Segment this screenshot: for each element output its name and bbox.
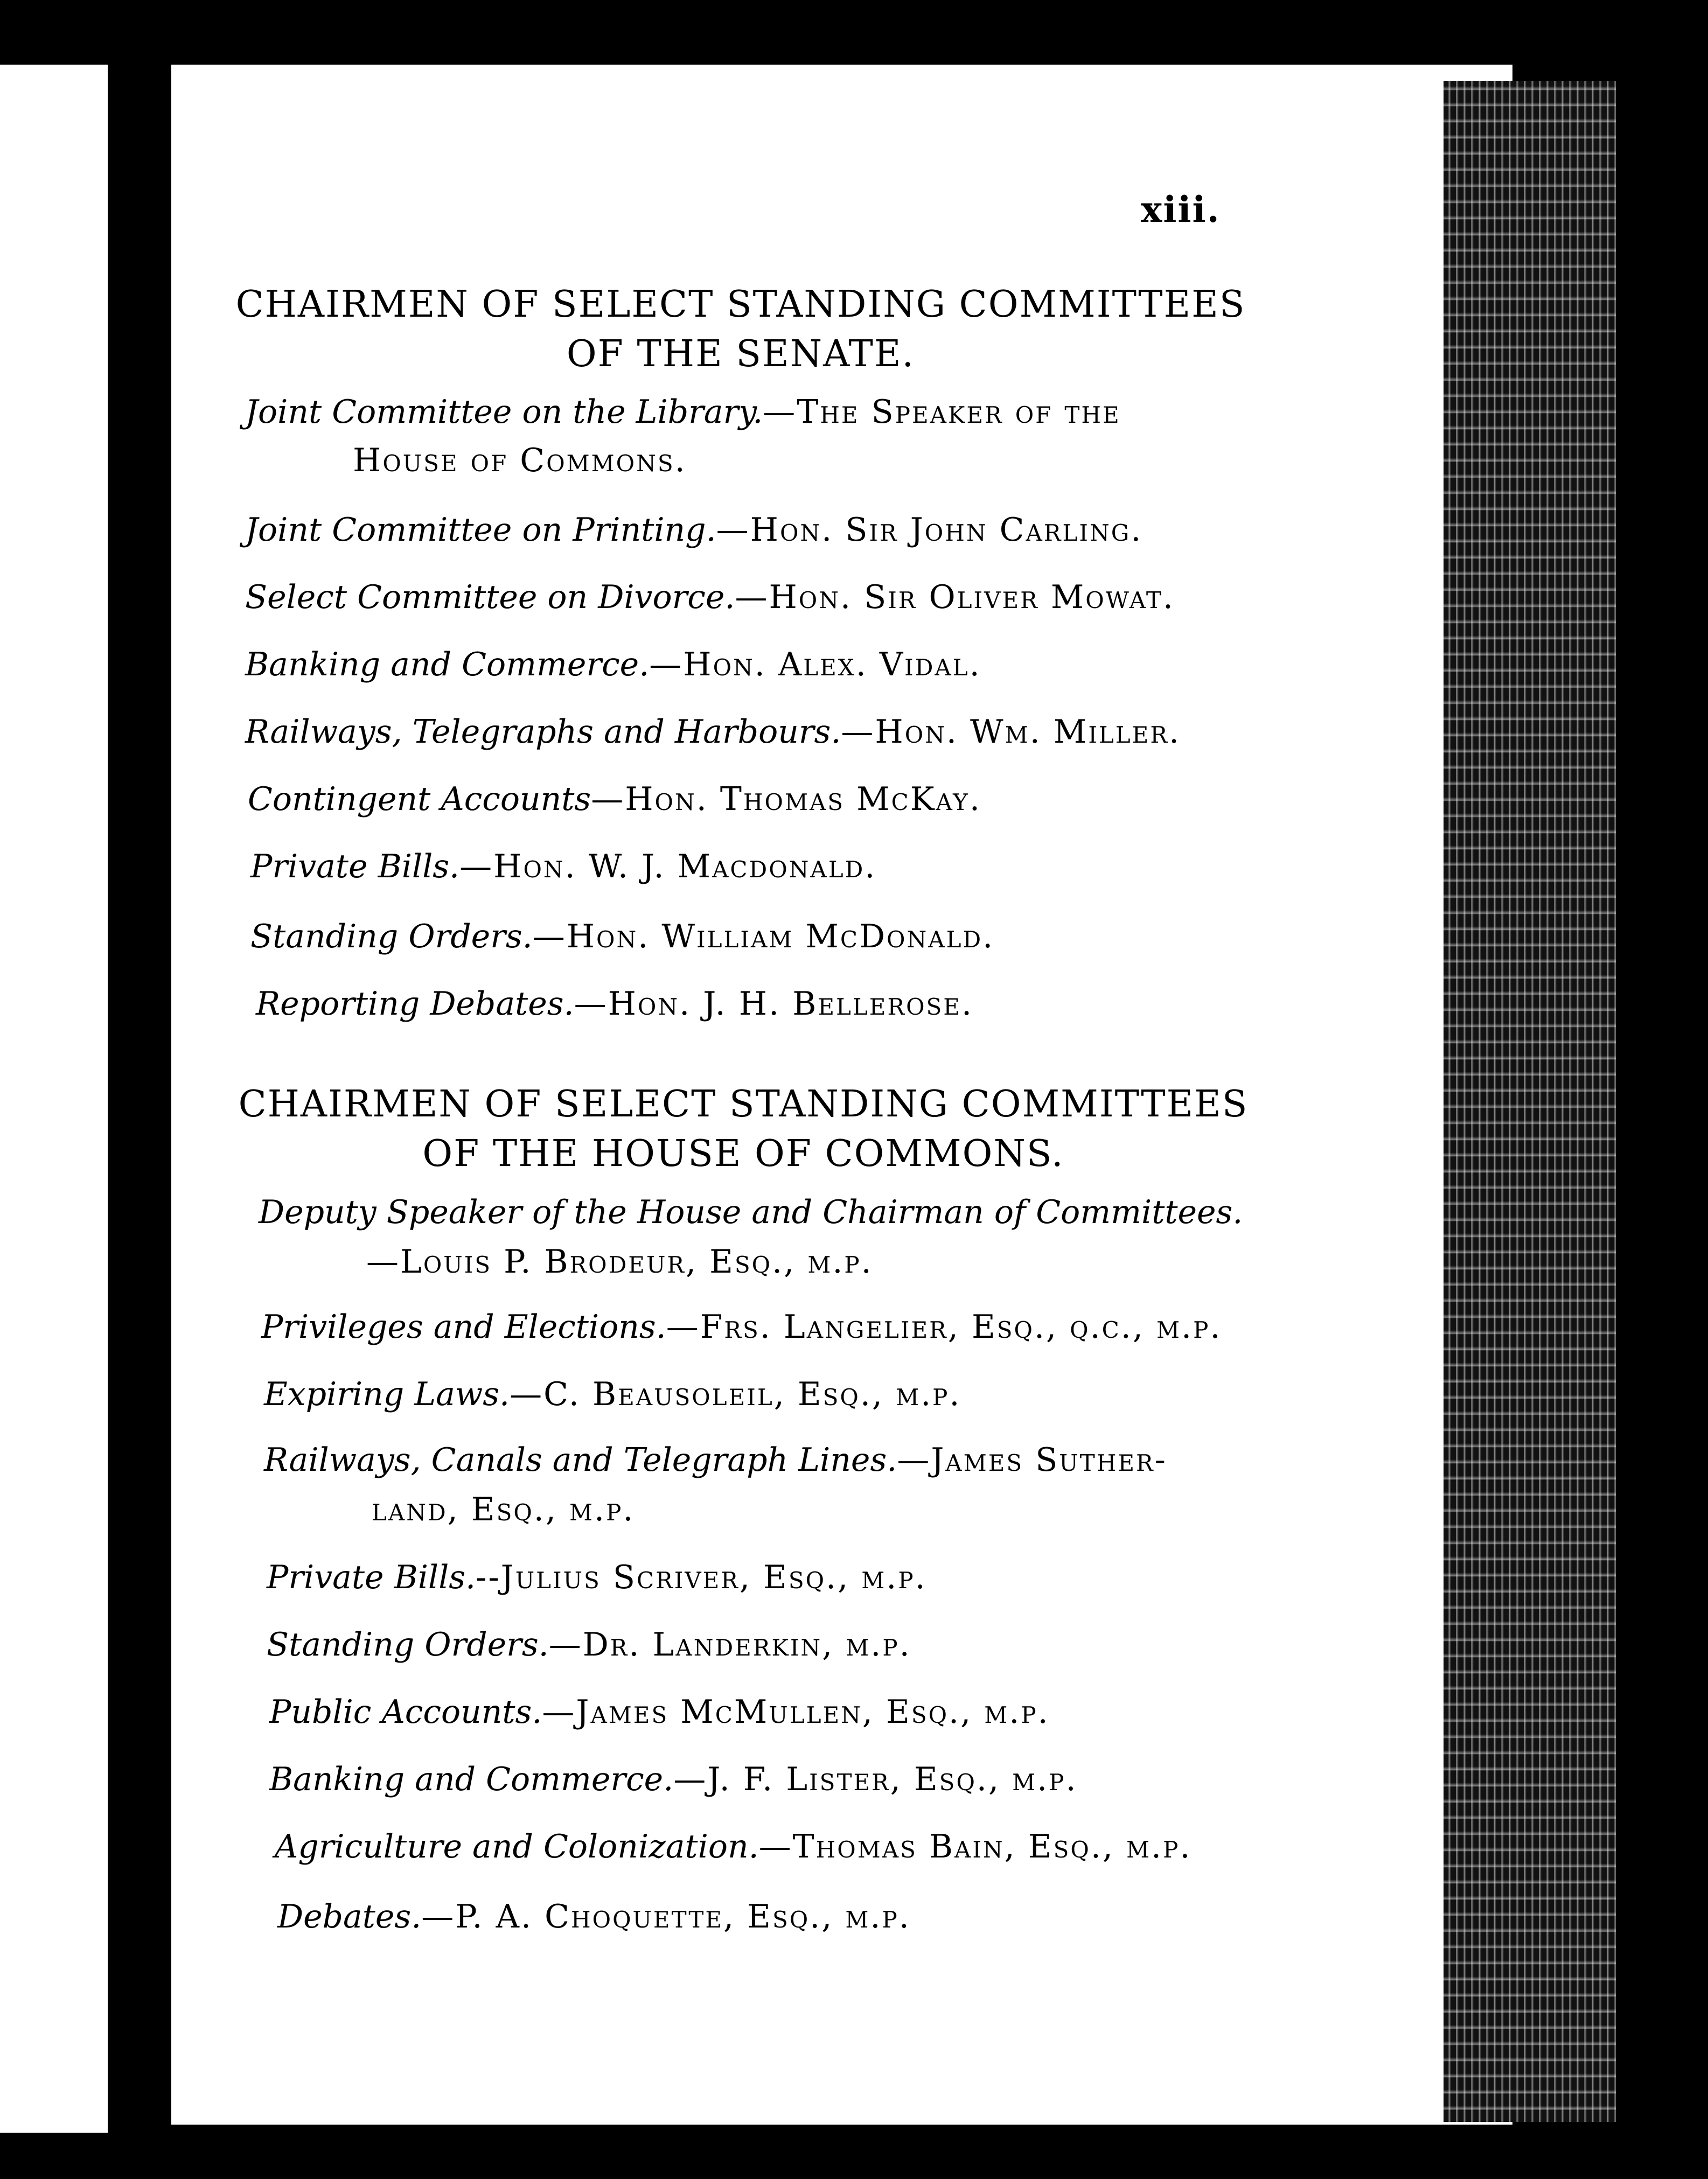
committee-name: Select Committee on Divorce. <box>245 578 735 616</box>
chairman-name: —Hon. Wm. Miller. <box>841 713 1181 751</box>
list-item <box>267 1616 911 1674</box>
committee-name: Banking and Commerce. <box>269 1761 674 1798</box>
list-item <box>269 1750 1078 1808</box>
list-item <box>259 1188 1243 1287</box>
chairman-name-continued: —Louis P. Brodeur, Esq., m.p. <box>366 1243 873 1281</box>
list-item <box>277 1888 911 1946</box>
committee-name: Agriculture and Colonization. <box>275 1828 759 1866</box>
committee-name: Joint Committee on Printing. <box>245 511 716 549</box>
chairman-name: —Thomas Bain, Esq., m.p. <box>758 1828 1192 1866</box>
committee-name: Privileges and Elections. <box>261 1308 666 1346</box>
chairman-name: —Hon. W. J. Macdonald. <box>459 848 877 885</box>
chairman-name: —James McMullen, Esq., m.p. <box>542 1693 1050 1731</box>
committee-name: Railways, Telegraphs and Harbours. <box>245 713 841 751</box>
list-item <box>264 1365 961 1423</box>
commons-heading-line2: OF THE HOUSE OF COMMONS. <box>422 1133 1064 1175</box>
committee-name: Private Bills. <box>267 1559 476 1596</box>
chairman-name: --Julius Scriver, Esq., m.p. <box>476 1559 927 1596</box>
chairman-name-continued: land, Esq., m.p. <box>372 1491 635 1528</box>
committee-name: Railways, Canals and Telegraph Lines. <box>264 1441 897 1479</box>
list-item <box>264 1435 1167 1534</box>
list-item <box>269 1683 1050 1741</box>
committee-name: Joint Committee on the Library. <box>245 393 763 431</box>
page-number: xiii. <box>1141 188 1221 231</box>
committee-name: Contingent Accounts <box>248 780 591 818</box>
chairman-name: —James Suther- <box>897 1441 1167 1479</box>
chairman-name: —J. F. Lister, Esq., m.p. <box>673 1761 1078 1798</box>
committee-name: Banking and Commerce. <box>245 646 650 683</box>
committee-name: Reporting Debates. <box>256 985 574 1023</box>
senate-heading-line2: OF THE SENATE. <box>566 333 915 375</box>
committee-name: Debates. <box>277 1898 422 1936</box>
chairman-name: —Hon. Alex. Vidal. <box>649 646 981 683</box>
chairman-name: —C. Beausoleil, Esq., m.p. <box>510 1375 961 1413</box>
list-item <box>275 1818 1191 1876</box>
senate-heading-line1: CHAIRMEN OF SELECT STANDING COMMITTEES <box>235 283 1246 326</box>
committee-name: Public Accounts. <box>269 1693 542 1731</box>
chairman-name: —The Speaker of the <box>763 393 1121 431</box>
chairman-name: —Hon. William McDonald. <box>532 918 995 955</box>
chairman-name: —Hon. Thomas McKay. <box>591 780 981 818</box>
chairman-name: —Frs. Langelier, Esq., q.c., m.p. <box>666 1308 1222 1346</box>
chairman-name: —Hon. Sir Oliver Mowat. <box>735 578 1175 616</box>
chairman-name: —Hon. J. H. Bellerose. <box>574 985 974 1023</box>
list-item <box>261 1298 1222 1356</box>
committee-name: Expiring Laws. <box>264 1375 510 1413</box>
commons-heading-line1: CHAIRMEN OF SELECT STANDING COMMITTEES <box>238 1083 1249 1126</box>
list-item <box>267 1548 927 1607</box>
chairman-name-continued: House of Commons. <box>353 442 687 479</box>
committee-name: Standing Orders. <box>250 918 533 955</box>
committee-name: Deputy Speaker of the House and Chairman of Committees. <box>259 1193 1243 1231</box>
chairman-name: —P. A. Choquette, Esq., m.p. <box>421 1898 911 1936</box>
committee-name: Standing Orders. <box>267 1626 549 1664</box>
committee-name: Private Bills. <box>250 848 460 885</box>
chairman-name: —Dr. Landerkin, m.p. <box>548 1626 911 1664</box>
chairman-name: —Hon. Sir John Carling. <box>716 511 1143 549</box>
